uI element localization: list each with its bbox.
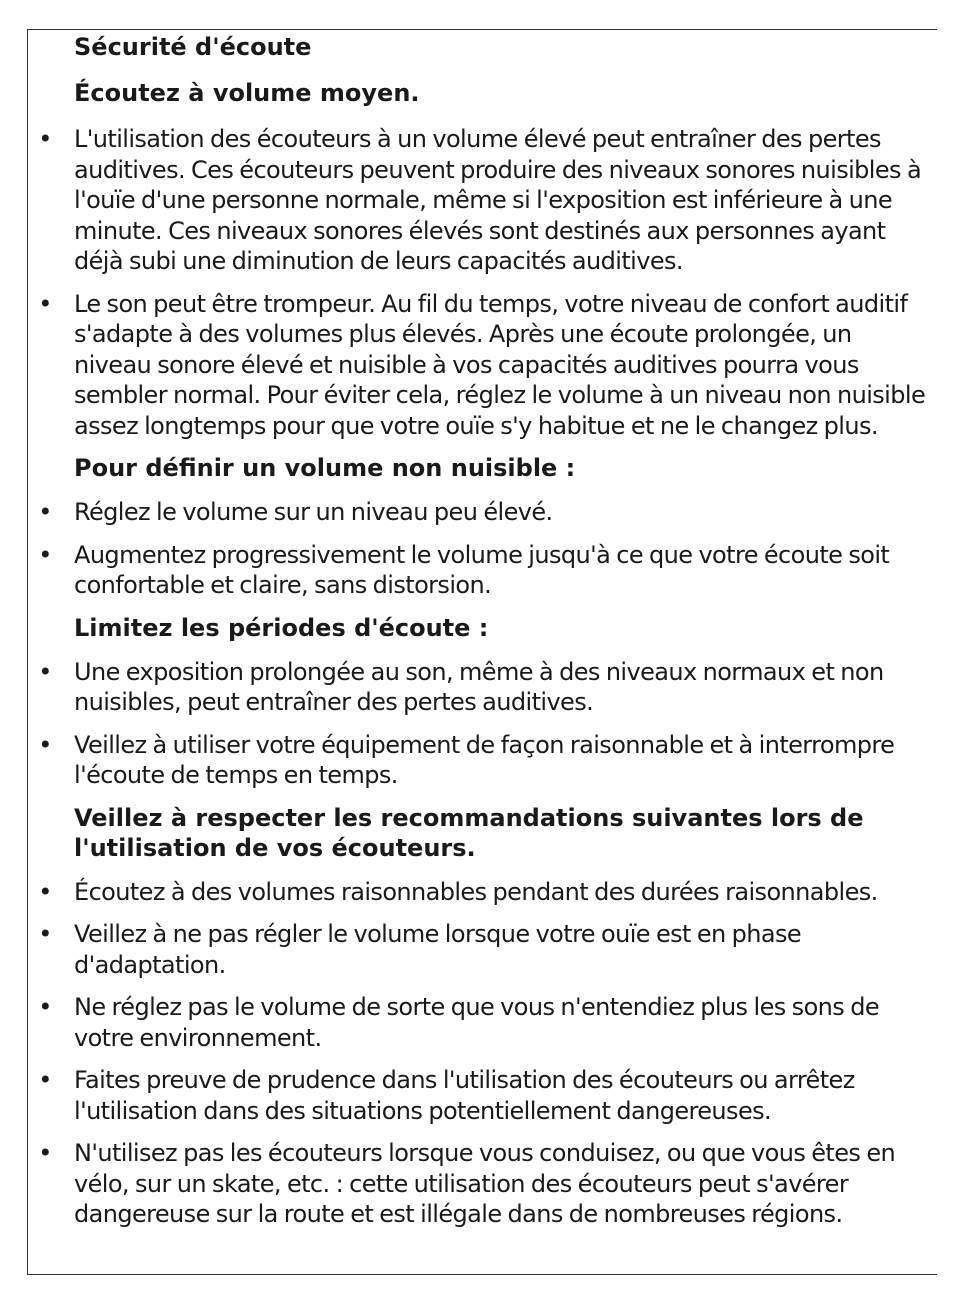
list-item: • Le son peut être trompeur. Au fil du temps, votre niveau de confort auditif s'adapte à des volumes plus élevés. Après une écoute prolongée, un niveau sonore élevé et nuisible à vos capacités auditives pourra vous sembler normal. Pour éviter cela, réglez le volume à un niveau non nuisible assez longtemps pour que votre ouïe s'y habitue et ne le changez plus.	[38, 289, 926, 440]
list-item: • Écoutez à des volumes raisonnables pendant des durées raisonnables.	[38, 877, 878, 906]
bullet-icon: •	[38, 1066, 52, 1094]
bullet-icon: •	[38, 1139, 52, 1167]
list-item: • L'utilisation des écouteurs à un volume élevé peut entraîner des pertes auditives. Ces écouteurs peuvent produire des niveaux sonores nuisibles à l'ouïe d'une personne normale, même si l'exposition est inférieure à une minute. Ces niveaux sonores élevés sont destinés aux personnes ayant déjà subi une diminution de leurs capacités auditives.	[38, 125, 922, 275]
bullet-icon: •	[38, 498, 52, 526]
list-item: • Veillez à utiliser votre équipement de façon raisonnable et à interrompre l'écoute de temps en temps.	[38, 730, 895, 789]
bullet-icon: •	[38, 657, 52, 686]
section-title: Pour définir un volume non nuisible :	[74, 454, 576, 482]
document-body	[38, 32, 934, 1242]
bullet-icon: •	[38, 920, 52, 948]
bullet-icon: •	[38, 125, 52, 153]
bullet-list	[38, 497, 934, 601]
list-item: • Faites preuve de prudence dans l'utilisation des écouteurs ou arrêtez l'utilisation dans des situations potentiellement dangereuses.	[38, 1066, 855, 1125]
bullet-list	[38, 877, 934, 1230]
list-item: • Une exposition prolongée au son, même à des niveaux normaux et non nuisibles, peut entraîner des pertes auditives.	[38, 657, 884, 716]
list-item: • Ne réglez pas le volume de sorte que vous n'entendiez plus les sons de votre environnement.	[38, 993, 879, 1052]
section-title: Limitez les périodes d'écoute :	[74, 613, 489, 642]
section-title: Veillez à respecter les recommandations suivantes lors de l'utilisation de vos écouteurs.	[74, 803, 864, 862]
section-recommendations	[38, 803, 934, 1230]
bullet-list	[38, 657, 934, 791]
bullet-icon: •	[38, 540, 52, 569]
list-item: • Veillez à ne pas régler le volume lorsque votre ouïe est en phase d'adaptation.	[38, 920, 802, 979]
list-item: • Augmentez progressivement le volume jusqu'à ce que votre écoute soit confortable et claire, sans distorsion.	[38, 540, 890, 599]
bullet-icon: •	[38, 730, 52, 759]
section-subtitle: Écoutez à volume moyen.	[74, 79, 420, 107]
section-title: Sécurité d'écoute	[74, 33, 312, 61]
bullet-icon: •	[38, 289, 52, 318]
list-item: • N'utilisez pas les écouteurs lorsque vous conduisez, ou que vous êtes en vélo, sur un skate, etc. : cette utilisation des écouteurs peut s'avérer dangereuse sur la route et est illégale dans de nombreuses régions.	[38, 1139, 896, 1228]
section-safe-volume	[38, 453, 934, 601]
list-item: • Réglez le volume sur un niveau peu élevé.	[38, 498, 553, 526]
section-listening-safety	[38, 32, 934, 441]
bullet-list	[38, 124, 934, 441]
bullet-icon: •	[38, 993, 52, 1021]
bullet-icon: •	[38, 877, 52, 906]
section-limit-listening	[38, 613, 934, 791]
